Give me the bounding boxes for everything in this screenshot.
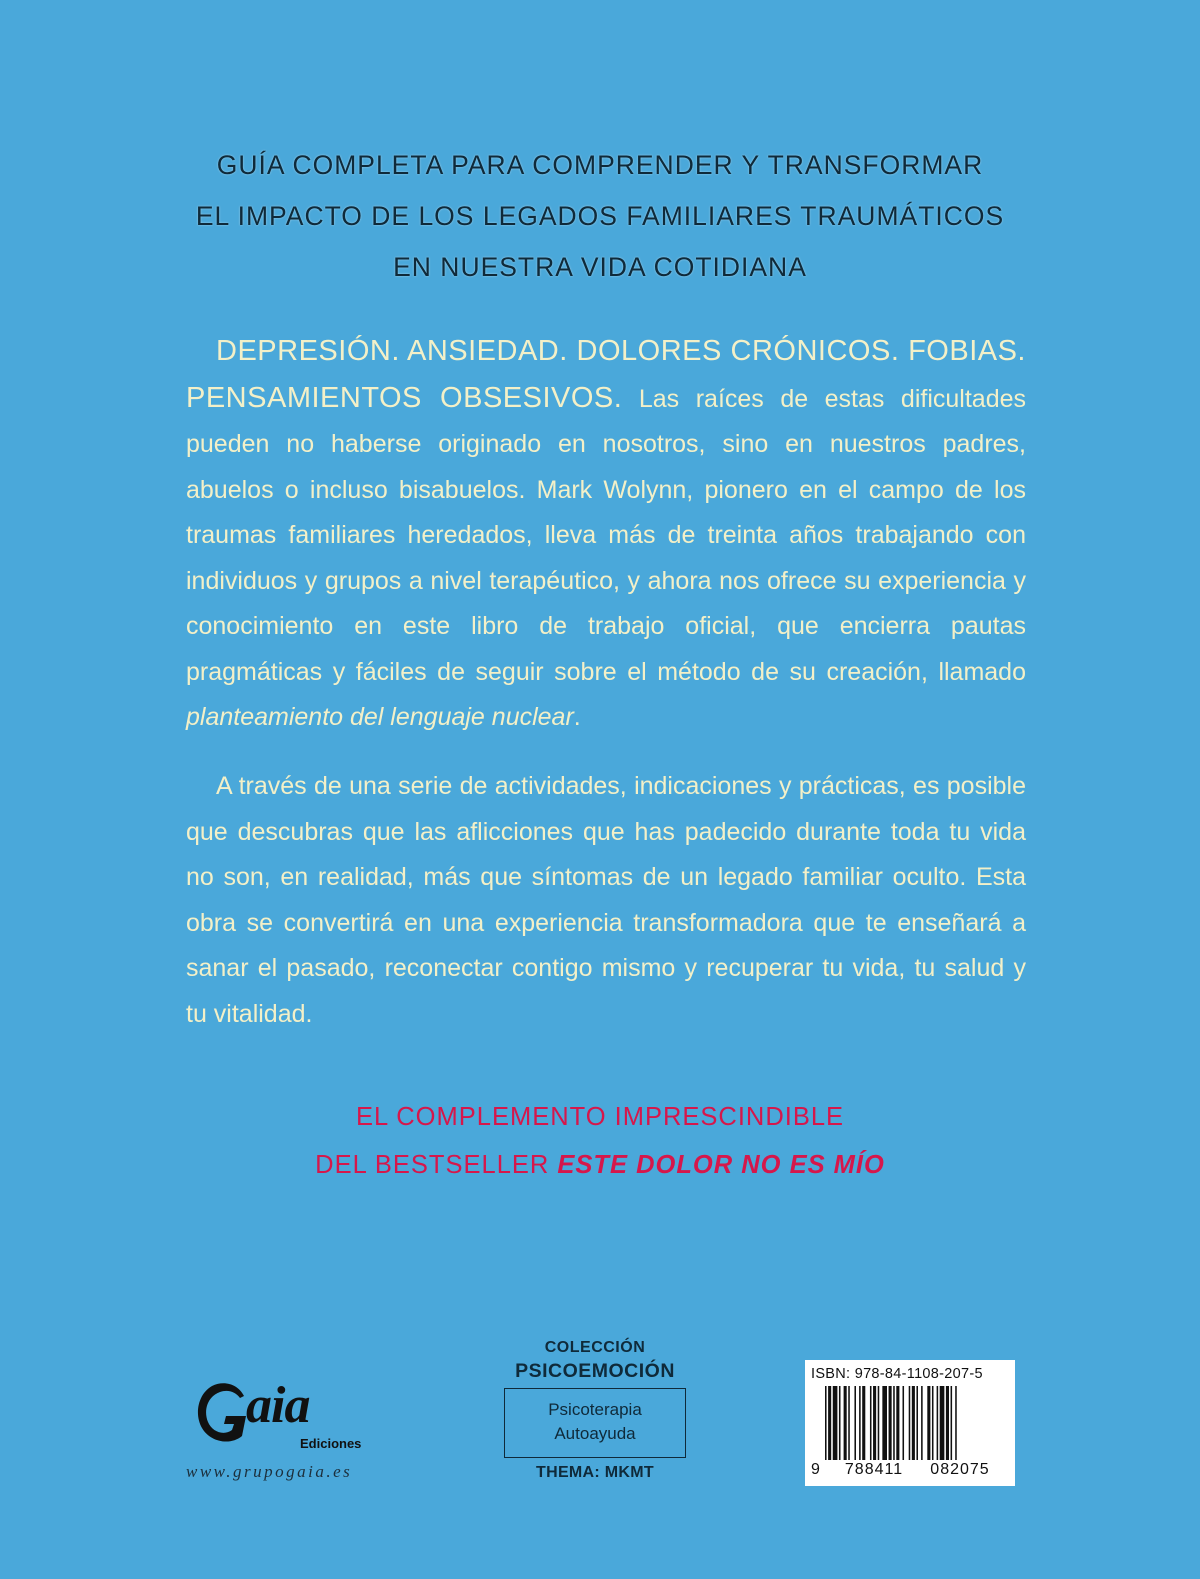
complement-line-1: EL COMPLEMENTO IMPRESCINDIBLE bbox=[355, 1103, 845, 1131]
description-paragraph-1 bbox=[186, 329, 1026, 741]
barcode-bar bbox=[896, 1386, 899, 1460]
barcode-bar bbox=[889, 1386, 892, 1460]
barcode-bar bbox=[859, 1386, 861, 1460]
category-box bbox=[504, 1388, 686, 1458]
barcode-bar bbox=[893, 1386, 895, 1460]
ean-left-digits: 788411 bbox=[844, 1461, 904, 1478]
ean-digits bbox=[811, 1461, 1009, 1479]
complement-prefix: DEL BESTSELLER bbox=[315, 1151, 558, 1179]
tagline-line-3: EN NUESTRA VIDA COTIDIANA bbox=[393, 252, 807, 282]
barcode-bar bbox=[878, 1386, 880, 1460]
barcode-bar bbox=[946, 1386, 949, 1460]
barcode-bar bbox=[955, 1386, 957, 1460]
barcode-bar bbox=[927, 1386, 930, 1460]
paragraph-2-text: A través de una serie de actividades, indicaciones y prácticas, es posible que descubras que las aflicciones que has padecido durante toda tu vida no son, en realidad, más que síntomas de un legado familiar oculto. Esta obra se convertirá en una experiencia transformadora que te enseñará a sanar el pasado, reconectar contigo mismo y recuperar tu vida, tu salud y tu vitalidad. bbox=[186, 772, 1026, 1028]
barcode-bar bbox=[873, 1386, 876, 1460]
barcode-bar bbox=[937, 1386, 939, 1460]
barcode-bar bbox=[862, 1386, 865, 1460]
method-name: planteamiento del lenguaje nuclear bbox=[186, 703, 574, 731]
barcode-bar bbox=[912, 1386, 915, 1460]
barcode-bar bbox=[825, 1386, 827, 1460]
thema-code: THEMA: MKMT bbox=[536, 1464, 654, 1481]
collection-block bbox=[495, 1338, 695, 1482]
barcode-icon bbox=[811, 1386, 1009, 1460]
barcode-bar bbox=[844, 1386, 847, 1460]
category-1: Psicoterapia bbox=[548, 1400, 642, 1419]
complement-note bbox=[0, 1093, 1200, 1189]
logo-wordmark: aia bbox=[246, 1377, 310, 1434]
isbn-number: ISBN: 978-84-1108-207-5 bbox=[811, 1366, 983, 1382]
tagline-line-2: EL IMPACTO DE LOS LEGADOS FAMILIARES TRAUMÁTICOS bbox=[195, 201, 1005, 231]
collection-label: COLECCIÓN bbox=[544, 1339, 646, 1356]
tagline-line-1: GUÍA COMPLETA PARA COMPRENDER Y TRANSFORMAR bbox=[216, 150, 984, 180]
barcode-bar bbox=[870, 1386, 872, 1460]
category-2: Autoayuda bbox=[554, 1424, 636, 1443]
ean-first-digit: 9 bbox=[811, 1461, 821, 1478]
bestseller-title: ESTE DOLOR NO ES MÍO bbox=[557, 1151, 885, 1179]
collection-name: PSICOEMOCIÓN bbox=[515, 1360, 675, 1382]
barcode-bar bbox=[909, 1386, 911, 1460]
barcode-bar bbox=[903, 1386, 905, 1460]
logo-subtitle: Ediciones bbox=[300, 1436, 362, 1451]
barcode-bar bbox=[921, 1386, 923, 1460]
complement-line-2 bbox=[0, 1141, 1200, 1189]
tagline bbox=[0, 140, 1200, 293]
barcode-bar bbox=[916, 1386, 918, 1460]
description-paragraph-2 bbox=[186, 764, 1026, 1037]
barcode-bar bbox=[882, 1386, 887, 1460]
barcode-bar bbox=[833, 1386, 838, 1460]
barcode-bar bbox=[951, 1386, 953, 1460]
barcode-block bbox=[805, 1360, 1015, 1486]
publisher-website[interactable]: www.grupogaia.es bbox=[186, 1462, 353, 1481]
barcode-bar bbox=[839, 1386, 841, 1460]
barcode-bar bbox=[848, 1386, 850, 1460]
barcode-bar bbox=[854, 1386, 856, 1460]
ean-right-digits: 082075 bbox=[930, 1461, 990, 1478]
paragraph-1-text: Las raíces de estas dificultades pueden no haberse originado en nosotros, sino en nuestros padres, abuelos o incluso bisabuelos. Mark Wolynn, pionero en el campo de los traumas familiares heredados, lleva más de treinta años trabajando con individuos y grupos a nivel terapéutico, y ahora nos ofrece su experiencia y conocimiento en este libro de trabajo oficial, que encierra pautas pragmáticas y fáciles de seguir sobre el método de su creación, llamado bbox=[186, 384, 1027, 686]
paragraph-1-end: . bbox=[573, 703, 581, 731]
caps-lead: DEPRESIÓN. ANSIEDAD. DOLORES CRÓNICOS. FOBIAS. PENSAMIENTOS OBSESIVOS. bbox=[186, 335, 1026, 414]
barcode-bar bbox=[828, 1386, 831, 1460]
barcode-bar bbox=[940, 1386, 945, 1460]
barcode-bar bbox=[932, 1386, 934, 1460]
